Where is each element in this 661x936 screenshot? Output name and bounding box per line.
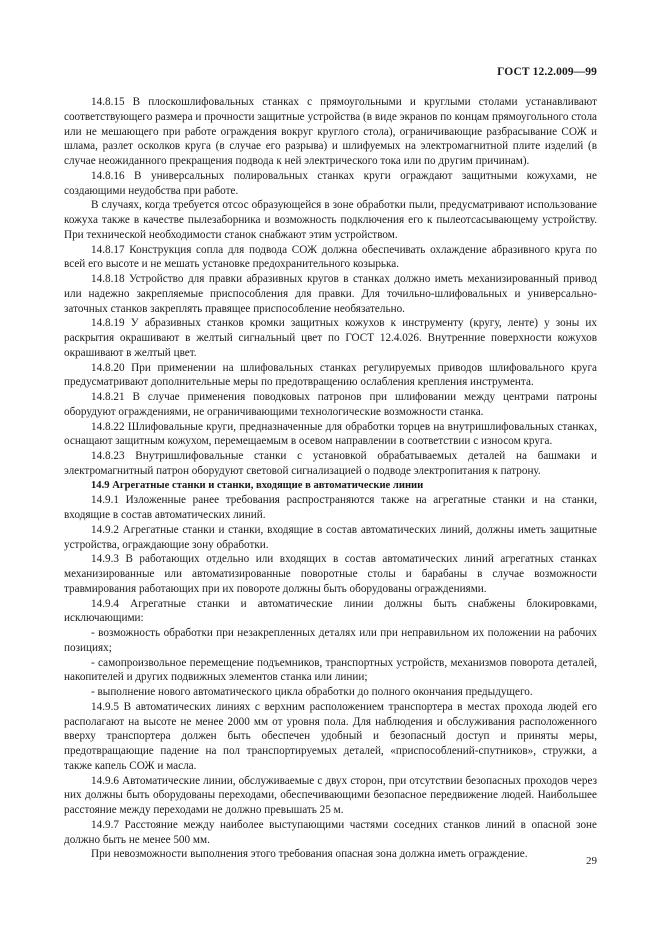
section-heading-14-9: 14.9 Агрегатные станки и станки, входящие в автоматические линии	[91, 479, 424, 491]
list-item: - выполнение нового автоматического цикла обработки до полного окончания предыдущего.	[91, 686, 533, 698]
clause-14-8-16-continuation: В случаях, когда требуется отсос образующейся в зоне обработки пыли, предусматривают использование кожуха также в качестве пылезаборника и возможность подключения его к пылеотсасывающему устройству. При технической необходимости станок снабжают этим устройством.	[64, 199, 597, 241]
document-standard-id: ГОСТ 12.2.009—99	[497, 66, 597, 78]
clause-14-9-1: 14.9.1 Изложенные ранее требования распространяются также на агрегатные станки и на станки, входящие в состав автоматических линий.	[64, 494, 597, 521]
clause-14-8-17: 14.8.17 Конструкция сопла для подвода СОЖ должна обеспечивать охлаждение абразивного круга по всей его высоте и не мешать установке предохранительного козырька.	[64, 243, 597, 271]
clause-14-9-2: 14.9.2 Агрегатные станки и станки, входящие в состав автоматических линий, должны иметь защитные устройства, ограждающие зону обработки.	[64, 523, 597, 551]
clause-14-8-22: 14.8.22 Шлифовальные круги, предназначенные для обработки торцев на внутришлифовальных станках, оснащают защитным кожухом, перемещаемым в осевом направлении в соответствии с износом круга.	[64, 420, 597, 448]
clause-14-8-19: 14.8.19 У абразивных станков кромки защитных кожухов к инструменту (кругу, ленте) у зоны их раскрытия окрашивают в желтый сигнальный цвет по ГОСТ 12.4.026. Внутренние поверхности кожухов окрашивают в желтый цвет.	[64, 317, 597, 359]
clause-14-8-23: 14.8.23 Внутришлифовальные станки с установкой обрабатываемых деталей на башмаки и электромагнитный патрон оборудуют световой сигнализацией о подводе электропитания к патрону.	[64, 450, 597, 477]
clause-14-9-7: 14.9.7 Расстояние между наиболее выступающими частями соседних станков линий в опасной зоне должно быть не менее 500 мм.	[64, 818, 597, 846]
list-item: - самопроизвольное перемещение подъемников, транспортных устройств, механизмов поворота деталей, накопителей и других подвижных элементов станка или линии;	[64, 656, 597, 684]
list-item: - возможность обработки при незакрепленных деталях или при неправильном их положении на рабочих позициях;	[64, 627, 597, 654]
clause-14-8-20: 14.8.20 При применении на шлифовальных станках регулируемых приводов шлифовального круга предусматривают дополнительные меры по предотвращению ослабления крепления инструмента.	[64, 361, 597, 389]
clause-14-9-7-continuation: При невозможности выполнения этого требования опасная зона должна иметь ограждение.	[91, 848, 528, 861]
clause-14-8-18: 14.8.18 Устройство для правки абразивных кругов в станках должно иметь механизированный привод или надежно закрепляемые приспособления для правки. Для точильно-шлифовальных и универсально-заточных станков закреплять правящее приспособление необязательно.	[64, 273, 597, 315]
clause-14-9-6: 14.9.6 Автоматические линии, обслуживаемые с двух сторон, при отсутствии безопасных проходов через них должны быть оборудованы переходами, обеспечивающими безопасное передвижение людей. Наибольшее расстояние между переходами не должно превышать 25 м.	[64, 774, 597, 816]
document-body	[64, 95, 597, 862]
page-number: 29	[586, 855, 597, 867]
clause-14-8-21: 14.8.21 В случае применения поводковых патронов при шлифовании между центрами патроны оборудуют ограждениями, не ограничивающими технологические возможности станка.	[64, 391, 597, 418]
clause-14-9-3: 14.9.3 В работающих отдельно или входящих в состав автоматических линий агрегатных станках механизированные или автоматизированные поворотные столы и барабаны в случае возможности травмирования работающих при их повороте должны быть оборудованы ограждениями.	[64, 553, 597, 595]
clause-14-8-16: 14.8.16 В универсальных полировальных станках круги ограждают защитными кожухами, не создающими неудобства при работе.	[64, 169, 597, 197]
clause-14-8-15: 14.8.15 В плоскошлифовальных станках с прямоугольными и круглыми столами устанавливают соответствующего размера и прочности защитные устройства (в виде экранов по концам прямоугольного стола или не мешающего при работе ограждения вокруг круглого стола), ограничивающие разбрасывание СОЖ и шлама, разлет осколков круга (в случае его разрыва) и шлифуемых на электромагнитной плите изделий (в случае неожиданного прекращения подвода к ней электрического тока или по другим причинам).	[64, 96, 597, 167]
clause-14-9-5: 14.9.5 В автоматических линиях с верхним расположением транспортера в местах прохода людей его располагают на высоте не менее 2000 мм от уровня пола. Для наблюдения и обслуживания расположенного вверху транспортера должен быть обеспечен удобный и безопасный доступ и приняты меры, предотвращающие падение на пол транспортируемых деталей, «приспособлений-спутников», стружки, а также капель СОЖ и масла.	[64, 700, 597, 772]
clause-14-9-4: 14.9.4 Агрегатные станки и автоматические линии должны быть снабжены блокировками, исключающими:	[64, 597, 597, 625]
